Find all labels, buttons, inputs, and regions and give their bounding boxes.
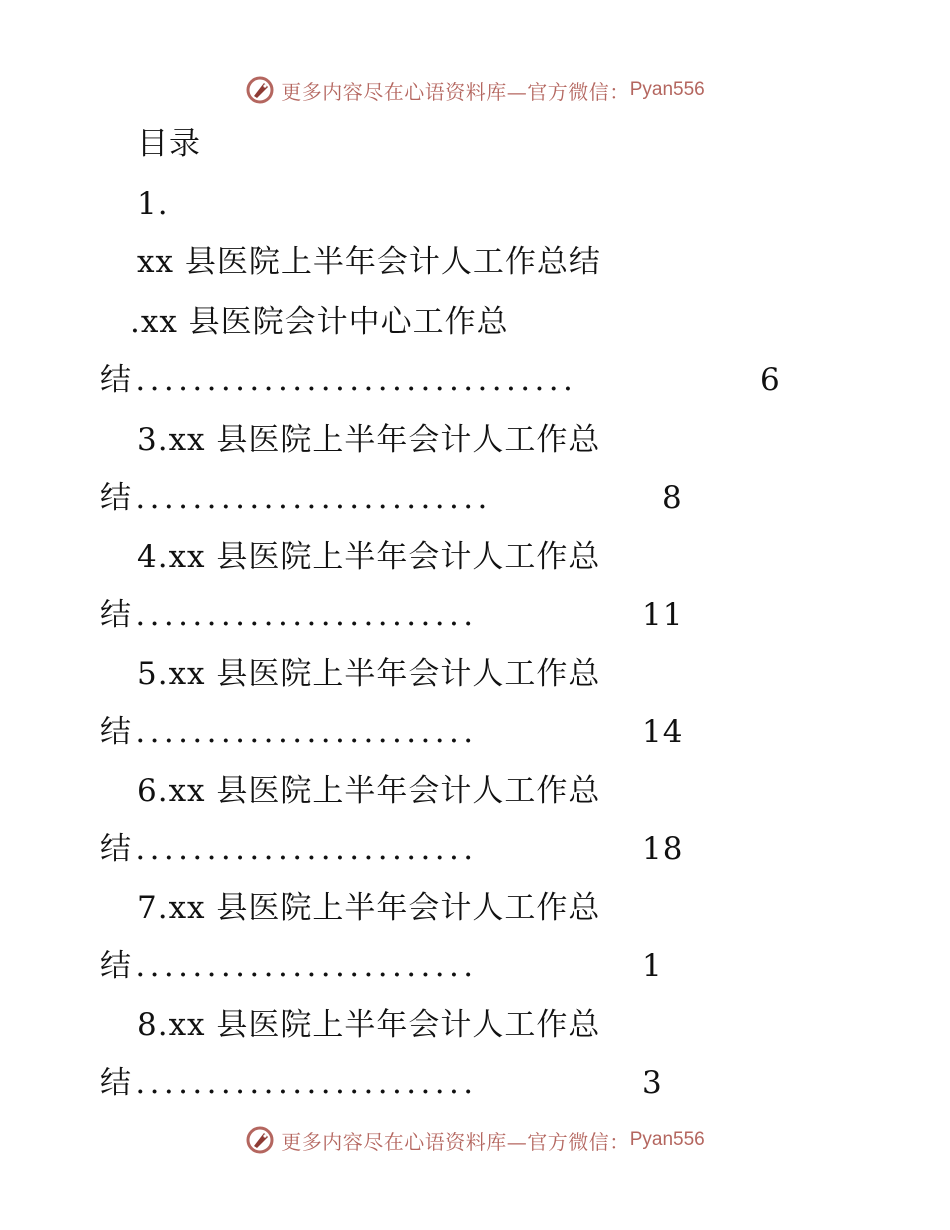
- toc-item-7-leader-row: [100, 946, 663, 986]
- toc-item-5-leader-row: [100, 712, 684, 752]
- toc-item-1-title: xx 县医院上半年会计人工作总结: [137, 244, 601, 280]
- toc-page-number: 1: [642, 948, 663, 984]
- toc-leader: 结........................: [100, 831, 478, 867]
- toc-page-number: 3: [642, 1065, 663, 1101]
- toc-page-number: 8: [662, 480, 683, 516]
- footer-watermark-banner: [0, 1120, 950, 1160]
- banner-text: 更多内容尽在心语资料库—官方微信：: [281, 1129, 630, 1154]
- toc-page-number: 14: [642, 714, 684, 750]
- wechat-id: Pyan556: [629, 79, 705, 100]
- toc-item-1-number: 1.: [137, 186, 169, 222]
- pen-nib-logo-icon: [245, 1125, 275, 1155]
- toc-leader: 结........................: [100, 714, 478, 750]
- toc-title: 目录: [137, 126, 201, 162]
- toc-page-number: 11: [642, 597, 684, 633]
- toc-leader: 结.........................: [100, 480, 492, 516]
- toc-item-2-leader-row: [100, 360, 781, 400]
- toc-item-4-title: 4.xx 县医院上半年会计人工作总: [137, 539, 601, 575]
- toc-item-5-title: 5.xx 县医院上半年会计人工作总: [137, 656, 601, 692]
- toc-item-7-title: 7.xx 县医院上半年会计人工作总: [137, 890, 601, 926]
- toc-item-6-title: 6.xx 县医院上半年会计人工作总: [137, 773, 601, 809]
- toc-item-2-title: .xx 县医院会计中心工作总: [130, 304, 509, 340]
- toc-leader: 结........................: [100, 597, 478, 633]
- banner-text: 更多内容尽在心语资料库—官方微信：: [281, 79, 630, 104]
- toc-item-6-leader-row: [100, 829, 684, 869]
- toc-page-number: 6: [760, 362, 781, 398]
- toc-leader: 结........................: [100, 948, 478, 984]
- toc-item-8-leader-row: [100, 1063, 663, 1103]
- toc-item-3-title: 3.xx 县医院上半年会计人工作总: [137, 422, 601, 458]
- toc-page-number: 18: [642, 831, 684, 867]
- toc-item-3-leader-row: [100, 478, 683, 518]
- toc-leader: 结........................: [100, 1065, 478, 1101]
- wechat-id: Pyan556: [629, 1129, 705, 1150]
- toc-item-8-title: 8.xx 县医院上半年会计人工作总: [137, 1007, 601, 1043]
- toc-item-4-leader-row: [100, 595, 684, 635]
- toc-leader: 结...............................: [100, 362, 578, 398]
